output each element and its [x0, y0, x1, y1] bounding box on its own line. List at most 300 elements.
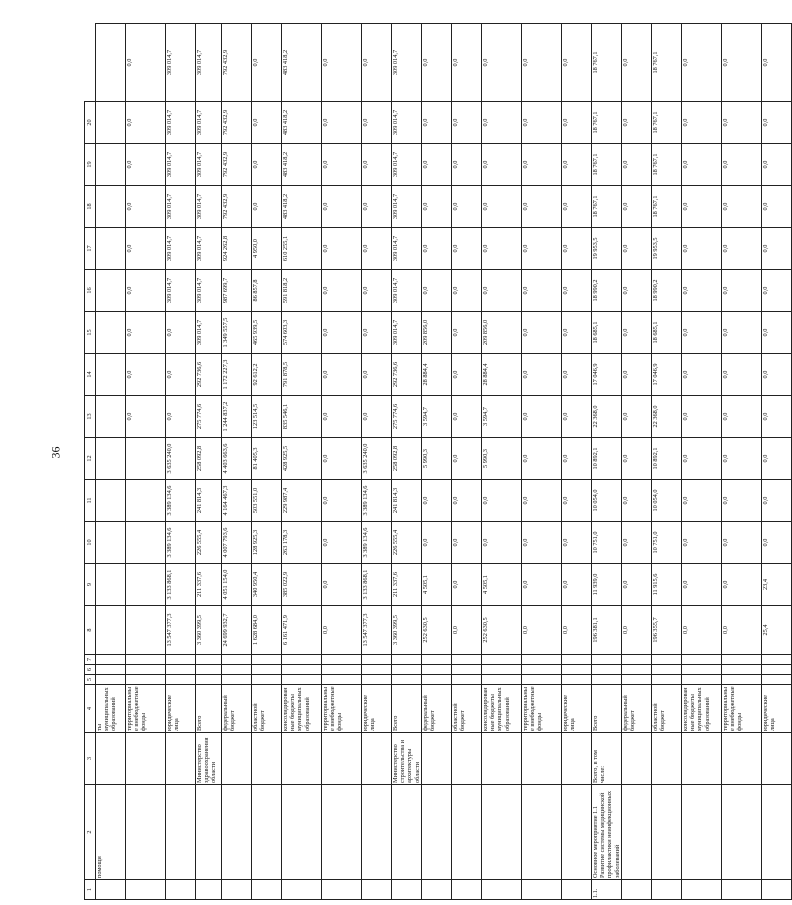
header-cell: 14	[85, 354, 96, 396]
value-cell: 0,0	[322, 522, 362, 564]
value-cell: 309 014,7	[196, 312, 222, 354]
cell-c1	[621, 880, 651, 900]
value-cell: 0,0	[362, 270, 392, 312]
empty-cell	[481, 665, 521, 675]
value-cell: 0,0	[721, 354, 761, 396]
value-cell: 385 022,9	[282, 564, 322, 606]
value-cell: 0,0	[126, 270, 166, 312]
value-cell: 123 514,5	[252, 396, 282, 438]
table-row	[126, 24, 166, 900]
cell-c1	[362, 880, 392, 900]
value-cell: 19 953,5	[651, 228, 681, 270]
value-cell: 4 505,1	[481, 564, 521, 606]
value-cell: 10 054,0	[651, 480, 681, 522]
cell-c3: Министерство здравоохранения области	[196, 733, 222, 785]
value-cell: 0,0	[126, 144, 166, 186]
cell-c3	[362, 733, 392, 785]
empty-cell	[96, 675, 126, 685]
value-cell: 0,0	[761, 144, 791, 186]
empty-cell	[362, 675, 392, 685]
value-cell: 0,0	[681, 24, 721, 102]
value-cell: 3 635 240,0	[362, 438, 392, 480]
empty-cell	[561, 655, 591, 665]
cell-c4: федеральный бюджет	[222, 685, 252, 733]
empty-cell	[451, 665, 481, 675]
value-cell: 1 349 557,5	[222, 312, 252, 354]
value-cell: 791 878,5	[282, 354, 322, 396]
value-cell: 0,0	[621, 564, 651, 606]
value-cell: 0,0	[521, 480, 561, 522]
value-cell: 0,0	[761, 354, 791, 396]
cell-c4: консолидированные бюджеты муниципальных образований	[481, 685, 521, 733]
value-cell: 292 736,6	[196, 354, 222, 396]
table-row	[196, 24, 222, 900]
empty-cell	[421, 675, 451, 685]
value-cell: 0,0	[521, 144, 561, 186]
table-body	[85, 24, 792, 900]
cell-c4: консолидированные бюджеты муниципальных образований	[282, 685, 322, 733]
value-cell: 18 767,1	[651, 186, 681, 228]
value-cell: 309 014,7	[166, 228, 196, 270]
value-cell: 309 014,7	[166, 270, 196, 312]
empty-cell	[196, 665, 222, 675]
value-cell: 0,0	[621, 186, 651, 228]
cell-c2	[282, 785, 322, 880]
empty-cell	[521, 665, 561, 675]
empty-cell	[721, 655, 761, 665]
value-cell: 0,0	[322, 270, 362, 312]
value-cell: 18 685,1	[651, 312, 681, 354]
value-cell: 275 774,6	[196, 396, 222, 438]
cell-c2	[196, 785, 222, 880]
cell-c4: юридические лица	[561, 685, 591, 733]
value-cell: 0,0	[561, 522, 591, 564]
value-cell: 4 505,1	[421, 564, 451, 606]
value-cell: 0,0	[721, 438, 761, 480]
empty-cell	[591, 655, 621, 665]
value-cell: 0,0	[621, 354, 651, 396]
value-cell: 0,0	[761, 24, 791, 102]
value-cell: 0,0	[721, 606, 761, 655]
value-cell: 263 178,3	[282, 522, 322, 564]
value-cell: 0,0	[322, 606, 362, 655]
value-cell: 18 767,1	[651, 24, 681, 102]
cell-c3: Министерство строительства и архитектуры области	[392, 733, 422, 785]
value-cell: 0,0	[451, 312, 481, 354]
value-cell: 0,0	[681, 312, 721, 354]
value-cell: 18 685,1	[591, 312, 621, 354]
value-cell: 1 244 837,2	[222, 396, 252, 438]
header-cell: 18	[85, 186, 96, 228]
value-cell: 0,0	[451, 186, 481, 228]
cell-c1	[322, 880, 362, 900]
value-cell	[126, 564, 166, 606]
value-cell: 0,0	[322, 354, 362, 396]
value-cell: 3 594,7	[421, 396, 451, 438]
value-cell: 0,0	[561, 564, 591, 606]
table-row	[252, 24, 282, 900]
value-cell: 0,0	[561, 186, 591, 228]
value-cell: 18 990,2	[651, 270, 681, 312]
value-cell: 5 990,3	[421, 438, 451, 480]
value-cell: 0,0	[451, 102, 481, 144]
cell-c2	[521, 785, 561, 880]
empty-cell	[481, 675, 521, 685]
cell-c3	[252, 733, 282, 785]
header-cell: 19	[85, 144, 96, 186]
value-cell: 0,0	[481, 480, 521, 522]
value-cell: 0,0	[761, 228, 791, 270]
value-cell: 17 046,9	[651, 354, 681, 396]
value-cell: 24 699 932,7	[222, 606, 252, 655]
value-cell: 309 014,7	[166, 186, 196, 228]
value-cell: 0,0	[721, 102, 761, 144]
empty-cell	[362, 665, 392, 675]
value-cell: 196 381,1	[591, 606, 621, 655]
cell-c4: территориальные внебюджетные фонды	[126, 685, 166, 733]
value-cell: 0,0	[721, 144, 761, 186]
value-cell: 0,0	[621, 102, 651, 144]
value-cell: 309 014,7	[196, 270, 222, 312]
value-cell: 0,0	[681, 396, 721, 438]
value-cell: 465 939,5	[252, 312, 282, 354]
value-cell: 0,0	[322, 564, 362, 606]
value-cell: 0,0	[421, 102, 451, 144]
table-row	[421, 24, 451, 900]
value-cell: 0,0	[126, 396, 166, 438]
table-row	[651, 24, 681, 900]
value-cell: 6 161 471,9	[282, 606, 322, 655]
cell-c1	[126, 880, 166, 900]
value-cell: 0,0	[362, 186, 392, 228]
value-cell: 0,0	[621, 522, 651, 564]
empty-cell	[621, 675, 651, 685]
empty-cell	[126, 655, 166, 665]
cell-c1	[392, 880, 422, 900]
cell-c2	[761, 785, 791, 880]
value-cell: 0,0	[721, 270, 761, 312]
empty-cell	[222, 655, 252, 665]
value-cell: 11 939,0	[591, 564, 621, 606]
value-cell: 0,0	[561, 144, 591, 186]
value-cell: 0,0	[451, 270, 481, 312]
cell-c4: территориальные внебюджетные фонды	[322, 685, 362, 733]
value-cell: 0,0	[681, 438, 721, 480]
value-cell: 18 767,1	[651, 102, 681, 144]
value-cell: 3 133 868,1	[166, 564, 196, 606]
value-cell: 792 432,9	[222, 144, 252, 186]
value-cell: 3 389 134,6	[166, 522, 196, 564]
table-row	[561, 24, 591, 900]
value-cell: 3 133 868,1	[362, 564, 392, 606]
value-cell: 0,0	[721, 24, 761, 102]
value-cell: 309 014,7	[166, 24, 196, 102]
value-cell: 483 418,2	[282, 186, 322, 228]
value-cell: 4 007 793,6	[222, 522, 252, 564]
table-row	[521, 24, 561, 900]
cell-c3	[521, 733, 561, 785]
value-cell: 0,0	[362, 144, 392, 186]
cell-c2	[362, 785, 392, 880]
cell-c1	[451, 880, 481, 900]
cell-c2: Основное мероприятие 1.1 Развитие системы медицинской профилактики неинфекционных заболеваний	[591, 785, 621, 880]
value-cell: 0,0	[681, 102, 721, 144]
table-row	[721, 24, 761, 900]
value-cell: 0,0	[561, 24, 591, 102]
value-cell: 0,0	[521, 522, 561, 564]
cell-c3	[451, 733, 481, 785]
empty-cell	[392, 675, 422, 685]
value-cell: 309 014,7	[392, 270, 422, 312]
empty-cell	[282, 655, 322, 665]
value-cell: 0,0	[481, 522, 521, 564]
value-cell: 0,0	[421, 270, 451, 312]
value-cell: 252 630,5	[421, 606, 451, 655]
empty-cell	[196, 655, 222, 665]
cell-c2	[481, 785, 521, 880]
value-cell: 13 547 377,3	[166, 606, 196, 655]
value-cell: 211 337,6	[196, 564, 222, 606]
value-cell	[96, 228, 126, 270]
cell-c3	[126, 733, 166, 785]
cell-c1	[561, 880, 591, 900]
value-cell: 0,0	[761, 396, 791, 438]
value-cell: 503 551,0	[252, 480, 282, 522]
value-cell: 28 884,4	[421, 354, 451, 396]
value-cell: 11 915,6	[651, 564, 681, 606]
value-cell: 0,0	[761, 438, 791, 480]
empty-cell	[196, 675, 222, 685]
value-cell: 0,0	[761, 186, 791, 228]
value-cell	[126, 438, 166, 480]
cell-c2	[621, 785, 651, 880]
empty-cell	[166, 665, 196, 675]
value-cell: 22 368,0	[651, 396, 681, 438]
empty-cell	[591, 675, 621, 685]
cell-c3	[481, 733, 521, 785]
value-cell: 0,0	[451, 480, 481, 522]
value-cell: 0,0	[362, 312, 392, 354]
cell-c2	[451, 785, 481, 880]
cell-c1	[721, 880, 761, 900]
table-row	[392, 24, 422, 900]
empty-cell	[282, 675, 322, 685]
value-cell: 252 630,5	[481, 606, 521, 655]
value-cell: 0,0	[421, 480, 451, 522]
value-cell: 0,0	[166, 396, 196, 438]
value-cell: 0,0	[521, 228, 561, 270]
cell-c3	[561, 733, 591, 785]
value-cell	[126, 606, 166, 655]
value-cell: 17 046,9	[591, 354, 621, 396]
cell-c1	[166, 880, 196, 900]
value-cell: 25,4	[761, 606, 791, 655]
header-cell: 10	[85, 522, 96, 564]
value-cell: 0,0	[521, 24, 561, 102]
value-cell	[126, 522, 166, 564]
empty-cell	[761, 655, 791, 665]
value-cell: 309 014,7	[392, 102, 422, 144]
value-cell: 610 255,1	[282, 228, 322, 270]
value-cell: 18 767,1	[591, 186, 621, 228]
value-cell: 3 360 399,5	[196, 606, 222, 655]
value-cell: 0,0	[761, 102, 791, 144]
value-cell: 0,0	[252, 24, 282, 102]
cell-c4: федеральный бюджет	[421, 685, 451, 733]
cell-c4: юридические лица	[362, 685, 392, 733]
value-cell: 0,0	[521, 186, 561, 228]
value-cell: 0,0	[252, 102, 282, 144]
value-cell: 0,0	[126, 354, 166, 396]
value-cell: 0,0	[322, 480, 362, 522]
value-cell: 483 418,2	[282, 102, 322, 144]
empty-cell	[481, 655, 521, 665]
value-cell: 0,0	[362, 228, 392, 270]
cell-c2	[421, 785, 451, 880]
empty-cell	[761, 665, 791, 675]
value-cell: 309 014,7	[166, 144, 196, 186]
cell-c1	[681, 880, 721, 900]
value-cell: 0,0	[126, 24, 166, 102]
cell-c4: консолидированные бюджеты муниципальных образований	[681, 685, 721, 733]
cell-c3	[421, 733, 451, 785]
value-cell: 0,0	[621, 24, 651, 102]
value-cell: 0,0	[451, 396, 481, 438]
value-cell: 3 389 134,6	[362, 480, 392, 522]
cell-c3	[322, 733, 362, 785]
empty-cell	[222, 675, 252, 685]
empty-cell	[561, 665, 591, 675]
header-cell: 12	[85, 438, 96, 480]
value-cell: 0,0	[126, 228, 166, 270]
cell-c2	[166, 785, 196, 880]
header-row	[85, 24, 96, 900]
value-cell: 4 164 467,3	[222, 480, 252, 522]
empty-cell	[681, 655, 721, 665]
cell-c1	[282, 880, 322, 900]
empty-cell	[591, 665, 621, 675]
value-cell: 0,0	[481, 186, 521, 228]
value-cell: 0,0	[322, 186, 362, 228]
value-cell: 18 767,1	[651, 144, 681, 186]
value-cell: 4 051 154,0	[222, 564, 252, 606]
cell-c3	[721, 733, 761, 785]
value-cell: 0,0	[451, 564, 481, 606]
value-cell: 0,0	[621, 606, 651, 655]
header-cell: 15	[85, 312, 96, 354]
value-cell: 0,0	[322, 312, 362, 354]
value-cell: 0,0	[421, 186, 451, 228]
value-cell: 0,0	[252, 186, 282, 228]
value-cell: 0,0	[421, 522, 451, 564]
value-cell: 18 767,1	[591, 102, 621, 144]
empty-cell	[252, 665, 282, 675]
value-cell: 483 418,2	[282, 24, 322, 102]
value-cell: 309 014,7	[196, 102, 222, 144]
value-cell	[96, 270, 126, 312]
cell-c3	[282, 733, 322, 785]
value-cell: 0,0	[561, 270, 591, 312]
header-cell: 7	[85, 655, 96, 665]
header-cell: 3	[85, 733, 96, 785]
cell-c1: 1.1.	[591, 880, 621, 900]
value-cell: 0,0	[681, 354, 721, 396]
cell-c2	[126, 785, 166, 880]
cell-c2	[561, 785, 591, 880]
value-cell: 0,0	[721, 186, 761, 228]
value-cell: 3 594,7	[481, 396, 521, 438]
empty-cell	[451, 655, 481, 665]
table-row	[322, 24, 362, 900]
value-cell: 0,0	[521, 438, 561, 480]
cell-c1	[651, 880, 681, 900]
table-row	[282, 24, 322, 900]
value-cell: 18 990,2	[591, 270, 621, 312]
cell-c4: юридические лица	[166, 685, 196, 733]
value-cell: 241 814,3	[196, 480, 222, 522]
value-cell: 309 014,7	[392, 144, 422, 186]
value-cell: 309 014,7	[166, 102, 196, 144]
value-cell: 0,0	[481, 24, 521, 102]
empty-cell	[166, 675, 196, 685]
empty-cell	[421, 655, 451, 665]
value-cell: 22 368,0	[591, 396, 621, 438]
value-cell: 0,0	[166, 312, 196, 354]
value-cell	[96, 564, 126, 606]
value-cell: 0,0	[481, 270, 521, 312]
value-cell: 0,0	[561, 312, 591, 354]
empty-cell	[126, 675, 166, 685]
value-cell	[96, 438, 126, 480]
value-cell: 0,0	[681, 228, 721, 270]
value-cell: 258 092,8	[392, 438, 422, 480]
table-row	[96, 24, 126, 900]
cell-c3	[222, 733, 252, 785]
value-cell: 309 014,7	[392, 24, 422, 102]
value-cell: 309 014,7	[392, 228, 422, 270]
value-cell	[96, 144, 126, 186]
value-cell: 81 405,3	[252, 438, 282, 480]
value-cell: 0,0	[681, 186, 721, 228]
budget-table	[84, 23, 792, 900]
value-cell: 0,0	[451, 438, 481, 480]
header-cell: 8	[85, 606, 96, 655]
value-cell: 0,0	[521, 354, 561, 396]
table-row	[222, 24, 252, 900]
value-cell: 0,0	[561, 228, 591, 270]
value-cell: 924 262,8	[222, 228, 252, 270]
value-cell: 0,0	[561, 354, 591, 396]
value-cell: 0,0	[721, 564, 761, 606]
value-cell: 18 767,1	[591, 24, 621, 102]
value-cell: 0,0	[561, 102, 591, 144]
value-cell: 0,0	[681, 270, 721, 312]
cell-c1	[421, 880, 451, 900]
value-cell: 574 603,3	[282, 312, 322, 354]
value-cell: 0,0	[761, 480, 791, 522]
cell-c2	[222, 785, 252, 880]
value-cell: 0,0	[521, 564, 561, 606]
value-cell	[96, 396, 126, 438]
value-cell: 128 925,3	[252, 522, 282, 564]
value-cell	[96, 186, 126, 228]
header-cell: 20	[85, 102, 96, 144]
value-cell: 0,0	[481, 228, 521, 270]
value-cell: 241 814,3	[392, 480, 422, 522]
value-cell: 18 767,1	[591, 144, 621, 186]
value-cell: 0,0	[481, 102, 521, 144]
value-cell: 0,0	[521, 606, 561, 655]
